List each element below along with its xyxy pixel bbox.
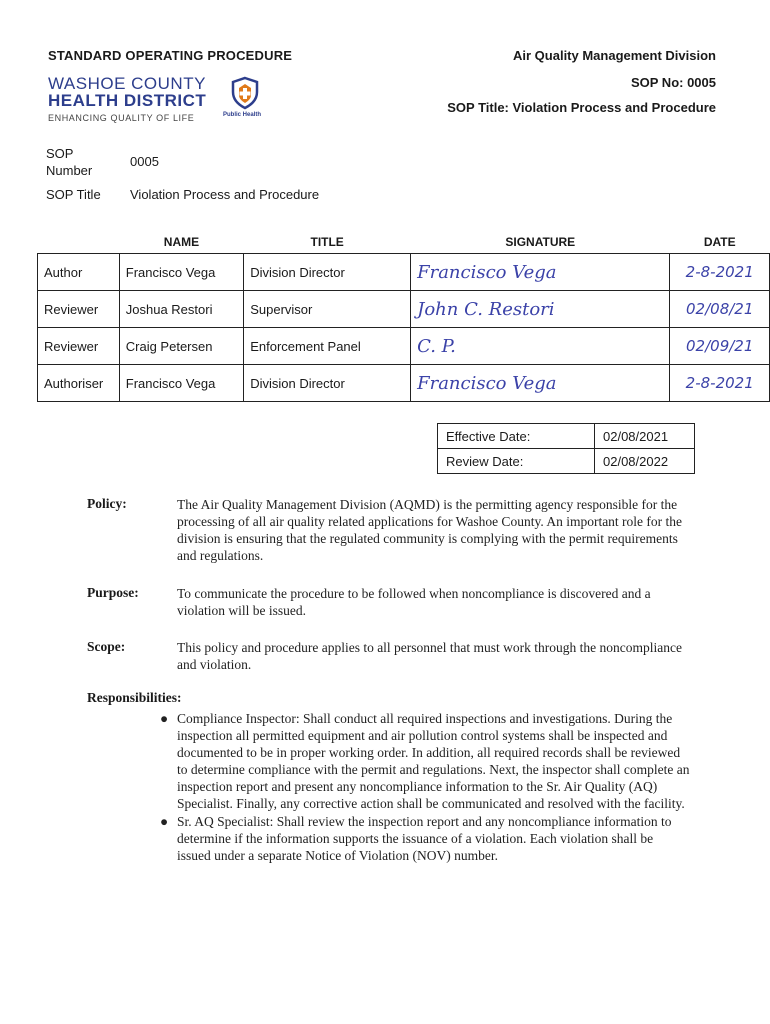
sop-number-value: 0005	[130, 154, 159, 169]
review-date-value: 02/08/2022	[595, 449, 695, 474]
handwritten-date: 2-8-2021	[670, 254, 770, 291]
responsibility-text: Sr. AQ Specialist: Shall review the inspection report and any noncompliance information to determine if the information supports the issuance of a violation. Each violation shall be issued under a separate Notice of Violation (NOV) number.	[177, 814, 672, 863]
sop-title-label: SOP Title	[46, 187, 101, 202]
table-row	[38, 365, 770, 402]
role-cell: Reviewer	[38, 291, 120, 328]
purpose-text: To communicate the procedure to be followed when noncompliance is discovered and a violation will be issued.	[177, 586, 651, 618]
name-cell: Craig Petersen	[119, 328, 243, 365]
title-cell: Enforcement Panel	[244, 328, 411, 365]
table-row	[38, 254, 770, 291]
logo-line1: WASHOE COUNTY	[48, 74, 206, 93]
title-cell: Supervisor	[244, 291, 411, 328]
header-name: NAME	[163, 235, 200, 249]
purpose-label: Purpose:	[87, 585, 139, 600]
signature-table	[37, 231, 770, 402]
handwritten-signature: C. P.	[411, 328, 670, 365]
header-signature: SIGNATURE	[505, 235, 576, 249]
handwritten-date: 02/08/21	[670, 291, 770, 328]
responsibilities-list	[160, 710, 690, 865]
review-date-label: Review Date:	[438, 449, 595, 474]
role-cell: Authoriser	[38, 365, 120, 402]
table-row	[38, 328, 770, 365]
signature-table-header	[38, 231, 770, 254]
logo-tagline: ENHANCING QUALITY OF LIFE	[48, 113, 195, 123]
list-item	[160, 813, 690, 864]
health-district-logo	[48, 75, 288, 127]
title-cell: Division Director	[244, 365, 411, 402]
scope-label: Scope:	[87, 639, 126, 654]
policy-label: Policy:	[87, 496, 127, 511]
bullet-icon: ●	[160, 711, 169, 726]
table-row	[438, 449, 695, 474]
title-cell: Division Director	[244, 254, 411, 291]
effective-date-value: 02/08/2021	[595, 424, 695, 449]
sop-title-value: Violation Process and Procedure	[130, 187, 320, 202]
sop-number-header: SOP No: 0005	[630, 75, 716, 90]
scope-text: This policy and procedure applies to all personnel that must work through the noncompliance and violation.	[177, 640, 682, 672]
table-row	[438, 424, 695, 449]
name-cell: Francisco Vega	[119, 254, 243, 291]
responsibility-text: Compliance Inspector: Shall conduct all required inspections and investigations. During the inspection all permitted equipment and air pollution control systems shall be inspected and documented to be in proper working order. In addition, all required records shall be reviewed to determine compliance with the permit and regulations. Next, the inspector shall complete an inspection report and present any noncompliance information to the Sr. Air Quality (AQ) Specialist. Finally, any corrective action shall be communicated and resolved with the facility.	[177, 711, 690, 811]
header-date: DATE	[703, 235, 736, 249]
bullet-icon: ●	[160, 814, 169, 829]
handwritten-signature: Francisco Vega	[411, 365, 670, 402]
list-item	[160, 710, 690, 812]
division-name: Air Quality Management Division	[513, 48, 716, 63]
effective-dates-table	[437, 423, 695, 474]
handwritten-signature: Francisco Vega	[411, 254, 670, 291]
public-health-badge-text: Public Health	[223, 112, 262, 118]
role-cell: Author	[38, 254, 120, 291]
responsibilities-label: Responsibilities:	[87, 690, 182, 705]
sop-title-header: SOP Title: Violation Process and Procedure	[447, 100, 716, 115]
handwritten-date: 2-8-2021	[670, 365, 770, 402]
table-row	[38, 291, 770, 328]
role-cell: Reviewer	[38, 328, 120, 365]
name-cell: Joshua Restori	[119, 291, 243, 328]
handwritten-signature: John C. Restori	[411, 291, 670, 328]
header-title: TITLE	[310, 235, 344, 249]
name-cell: Francisco Vega	[119, 365, 243, 402]
logo-line2: HEALTH DISTRICT	[48, 91, 207, 110]
effective-date-label: Effective Date:	[438, 424, 595, 449]
sop-number-label: SOP Number	[46, 146, 93, 178]
handwritten-date: 02/09/21	[670, 328, 770, 365]
document-type-title: STANDARD OPERATING PROCEDURE	[48, 48, 293, 63]
public-health-shield-icon	[229, 76, 261, 110]
policy-text: The Air Quality Management Division (AQMD) is the permitting agency responsible for the processing of all air quality related applications for Washoe County. An important role for the division is ensuring that the regulated community is complying with the permit requirements and regulations.	[177, 497, 683, 563]
